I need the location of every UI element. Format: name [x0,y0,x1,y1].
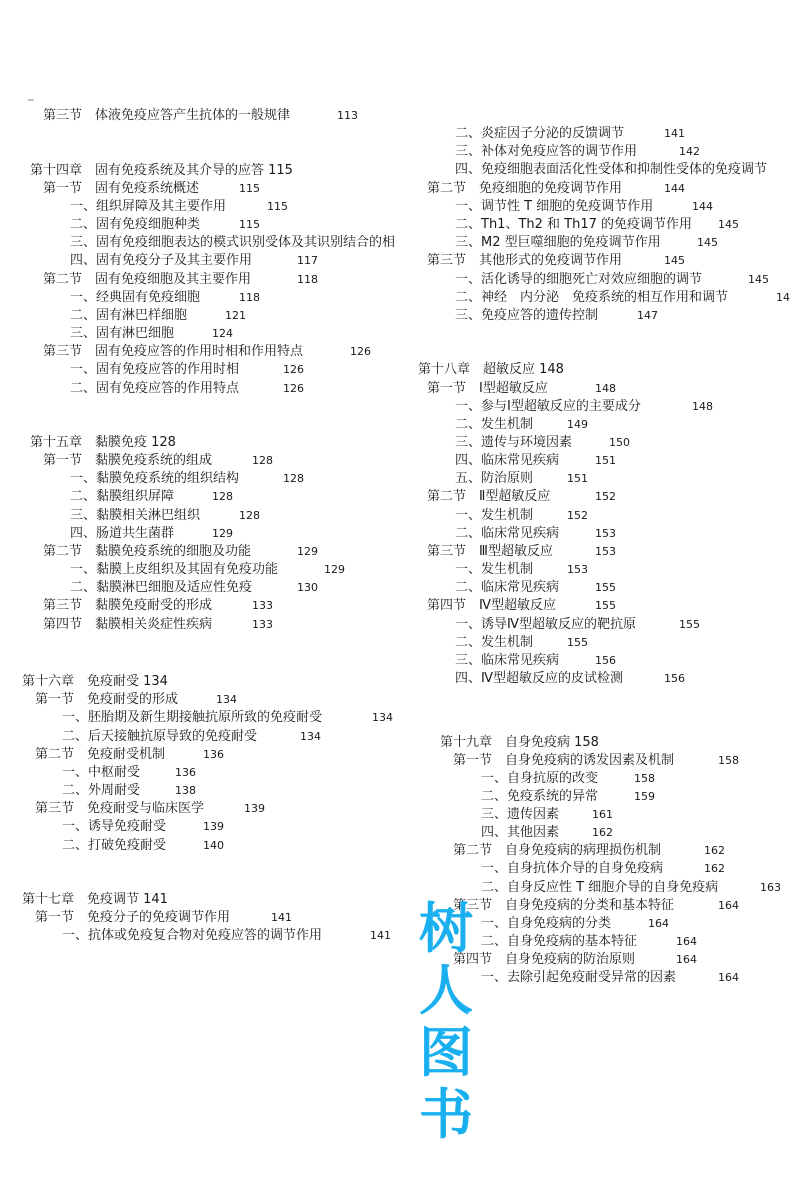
toc-entry [455,671,685,687]
toc-page-number: 133 [252,618,273,631]
toc-entry-title: 一、固有免疫应答的作用时相 [70,362,240,377]
toc-entry [22,674,168,690]
toc-page-number: 155 [595,599,616,612]
toc-entry-title: 四、肠道共生菌群 [70,526,175,541]
toc-entry [455,653,616,669]
toc-page-number: 136 [175,766,196,779]
toc-entry [43,544,318,560]
toc-page-number: 126 [283,382,304,395]
toc-page-number: 153 [595,545,616,558]
toc-entry [455,617,700,633]
toc-entry [455,580,616,596]
toc-entry-title: 四、免疫细胞表面活化性受体和抑制性受体的免疫调节 [455,162,768,177]
toc-page-number: 126 [283,363,304,376]
toc-entry-title: 二、发生机制 [455,635,534,650]
toc-entry-title: 二、后天接触抗原导致的免疫耐受 [62,729,258,744]
toc-page-number: 14 [776,291,790,304]
toc-page-number: 140 [203,839,224,852]
toc-page-number: 155 [595,581,616,594]
toc-page-number: 158 [718,754,739,767]
toc-entry [481,934,697,950]
toc-entry-title: 二、打破免疫耐受 [62,838,167,853]
toc-entry-title: 第一节 Ⅰ型超敏反应 [427,381,548,396]
toc-entry-title: 二、炎症因子分泌的反馈调节 [455,126,625,141]
toc-entry [62,838,224,854]
toc-page-number: 156 [595,654,616,667]
toc-entry-title: 二、临床常见疾病 [455,580,560,595]
toc-entry-title: 四、其他因素 [481,825,560,840]
toc-entry [481,861,725,877]
toc-entry-title: 一、黏膜免疫系统的组织结构 [70,471,240,486]
toc-page-number: 118 [297,273,318,286]
toc-entry [70,580,318,596]
toc-entry [43,181,260,197]
toc-entry-title: 三、M2 型巨噬细胞的免疫调节作用 [455,235,661,250]
toc-entry-title: 第十五章 黏膜免疫 128 [30,435,176,450]
toc-entry-title: 一、组织屏障及其主要作用 [70,199,227,214]
toc-page-number: 155 [567,636,588,649]
toc-entry [455,272,769,288]
toc-page-number: 156 [664,672,685,685]
watermark-char: 树 [419,897,473,960]
toc-entry [62,729,321,745]
toc-entry [70,326,233,342]
toc-entry-title: 一、发生机制 [455,562,534,577]
toc-entry [455,435,630,451]
toc-entry [70,253,318,269]
toc-entry [70,562,345,578]
toc-page-number: 129 [212,527,233,540]
toc-entry [70,217,260,233]
toc-entry-title: 三、补体对免疫应答的调节作用 [455,144,638,159]
toc-entry [427,253,685,269]
watermark-char: 书 [419,1083,473,1146]
toc-entry-title: 二、自身免疫病的基本特征 [481,934,638,949]
toc-page-number: 149 [567,418,588,431]
toc-entry [30,163,293,179]
toc-page-number: 161 [592,808,613,821]
toc-entry [455,471,588,487]
toc-entry [70,290,260,306]
toc-entry-title: 二、Th1、Th2 和 Th17 的免疫调节作用 [455,217,693,232]
toc-page-number: 138 [175,784,196,797]
toc-entry-title: 第三节 自身免疫病的分类和基本特征 [453,898,675,913]
toc-entry-title: 第十四章 固有免疫系统及其介导的应答 115 [30,163,293,178]
toc-page-number: 159 [634,790,655,803]
toc-page-number: 163 [760,881,781,894]
toc-page-number: 129 [297,545,318,558]
toc-entry [70,381,304,397]
toc-entry [418,362,564,378]
toc-page-number: 153 [595,527,616,540]
toc-entry-title: 一、参与Ⅰ型超敏反应的主要成分 [455,399,641,414]
toc-entry-title: 四、Ⅳ型超敏反应的皮试检测 [455,671,623,686]
toc-page-number: 164 [676,935,697,948]
toc-page-number: 162 [704,844,725,857]
toc-page-number: 147 [637,309,658,322]
toc-entry-title: 第四节 黏膜相关炎症性疾病 [43,617,213,632]
toc-entry [481,825,613,841]
toc-entry-title: 第三节 免疫耐受与临床医学 [35,801,205,816]
toc-entry-title: 第二节 自身免疫病的病理损伤机制 [453,843,662,858]
toc-entry-title: 二、免疫系统的异常 [481,789,599,804]
toc-entry-title: 四、临床常见疾病 [455,453,560,468]
toc-entry [62,783,196,799]
toc-entry [62,710,393,726]
watermark-char: 图 [419,1021,473,1084]
toc-entry-title: 第二节 免疫耐受机制 [35,747,166,762]
toc-entry [70,526,233,542]
toc-entry [440,735,599,751]
toc-entry [455,635,588,651]
toc-entry-title: 二、外周耐受 [62,783,141,798]
toc-entry-title: 一、自身免疫病的分类 [481,916,612,931]
toc-entry [70,235,395,251]
toc-page-number: 139 [244,802,265,815]
toc-entry-title: 二、黏膜淋巴细胞及适应性免疫 [70,580,253,595]
toc-entry [30,435,176,451]
toc-page-number: 148 [692,400,713,413]
toc-entry [453,952,697,968]
toc-page-number: 151 [567,472,588,485]
toc-entry-title: 一、自身抗体介导的自身免疫病 [481,861,664,876]
toc-entry [35,801,265,817]
toc-entry-title: 一、诱导Ⅳ型超敏反应的靶抗原 [455,617,636,632]
toc-entry [455,562,588,578]
toc-entry [481,807,613,823]
toc-entry [43,108,358,124]
toc-page-number: 152 [595,490,616,503]
toc-page-number: 152 [567,509,588,522]
toc-entry-title: 第一节 自身免疫病的诱发因素及机制 [453,753,675,768]
toc-entry-title: 二、固有免疫应答的作用特点 [70,381,240,396]
toc-entry-title: 一、胚胎期及新生期接触抗原所致的免疫耐受 [62,710,323,725]
toc-page-number: 115 [267,200,288,213]
toc-entry [62,928,391,944]
toc-entry [427,381,616,397]
toc-page-number: 136 [203,748,224,761]
toc-entry [481,970,739,986]
toc-page-number: 153 [567,563,588,576]
toc-page-number: 128 [283,472,304,485]
toc-entry [455,308,658,324]
toc-entry [455,290,790,306]
toc-page-number: 148 [595,382,616,395]
toc-page-number: 155 [679,618,700,631]
toc-entry [455,162,767,178]
toc-page-number: 164 [718,899,739,912]
toc-page-number: 145 [718,218,739,231]
toc-entry-title: 一、中枢耐受 [62,765,141,780]
toc-entry-title: 一、去除引起免疫耐受异常的因素 [481,970,677,985]
toc-page-number: 133 [252,599,273,612]
watermark-logo [416,898,476,1146]
toc-entry [22,892,168,908]
toc-entry [481,880,781,896]
toc-entry [455,199,713,215]
toc-page-number: 115 [239,218,260,231]
toc-entry-title: 第二节 Ⅱ型超敏反应 [427,489,551,504]
toc-entry-title: 第二节 黏膜免疫系统的细胞及功能 [43,544,252,559]
toc-entry-title: 第三节 Ⅲ型超敏反应 [427,544,553,559]
toc-entry-title: 第十八章 超敏反应 148 [418,362,564,377]
toc-entry-title: 二、黏膜组织屏障 [70,489,175,504]
toc-entry-title: 一、发生机制 [455,508,534,523]
toc-entry-title: 二、固有淋巴样细胞 [70,308,188,323]
toc-page-number: 158 [634,772,655,785]
toc-page-number: 121 [225,309,246,322]
toc-entry [455,508,588,524]
toc-page-number: 124 [212,327,233,340]
toc-page-number: 150 [609,436,630,449]
toc-entry [453,843,725,859]
toc-page-number: 139 [203,820,224,833]
toc-page-number: 134 [372,711,393,724]
toc-entry [43,272,318,288]
toc-entry [35,692,237,708]
toc-entry-title: 一、调节性 T 细胞的免疫调节作用 [455,199,654,214]
toc-entry-title: 三、遗传与环境因素 [455,435,573,450]
toc-entry-title: 第二节 固有免疫细胞及其主要作用 [43,272,252,287]
toc-page-number: 142 [679,145,700,158]
toc-entry-title: 第一节 免疫耐受的形成 [35,692,179,707]
toc-entry-title: 三、临床常见疾病 [455,653,560,668]
toc-entry [70,362,304,378]
toc-entry-title: 第一节 固有免疫系统概述 [43,181,200,196]
toc-entry [481,789,655,805]
toc-entry [453,898,739,914]
toc-page-number: 144 [664,182,685,195]
stray-mark: ~ [27,96,35,106]
toc-page-number: 141 [370,929,391,942]
toc-entry-title: 三、固有免疫细胞表达的模式识别受体及其识别结合的相 [70,235,396,250]
toc-entry-title: 第十六章 免疫耐受 134 [22,674,168,689]
toc-entry [70,508,260,524]
toc-page-number: 162 [592,826,613,839]
toc-entry [481,771,655,787]
toc-entry [455,144,700,160]
toc-entry [62,819,224,835]
toc-page-number: 144 [692,200,713,213]
toc-entry [455,217,739,233]
toc-page-number: 164 [648,917,669,930]
toc-entry-title: 二、神经 内分泌 免疫系统的相互作用和调节 [455,290,729,305]
toc-entry [455,235,718,251]
toc-page-number: 129 [324,563,345,576]
toc-entry [35,910,292,926]
toc-entry-title: 第一节 免疫分子的免疫调节作用 [35,910,231,925]
toc-entry-title: 一、活化诱导的细胞死亡对效应细胞的调节 [455,272,703,287]
toc-page-number: 134 [300,730,321,743]
toc-entry-title: 第三节 黏膜免疫耐受的形成 [43,598,213,613]
toc-entry-title: 第三节 固有免疫应答的作用时相和作用特点 [43,344,304,359]
toc-page-number: 128 [252,454,273,467]
toc-page-number: 117 [297,254,318,267]
toc-entry-title: 第一节 黏膜免疫系统的组成 [43,453,213,468]
toc-page-number: 162 [704,862,725,875]
toc-entry-title: 二、固有免疫细胞种类 [70,217,201,232]
toc-entry [455,526,616,542]
toc-page-number: 145 [748,273,769,286]
toc-page-number: 164 [676,953,697,966]
toc-entry-title: 第四节 自身免疫病的防治原则 [453,952,636,967]
toc-page-number: 145 [697,236,718,249]
toc-page-number: 128 [239,509,260,522]
toc-page-number: 151 [595,454,616,467]
toc-page-number: 141 [271,911,292,924]
toc-entry-title: 一、抗体或免疫复合物对免疫应答的调节作用 [62,928,323,943]
toc-entry-title: 三、免疫应答的遗传控制 [455,308,599,323]
toc-entry [427,181,685,197]
toc-entry [70,199,288,215]
toc-page-number: 128 [212,490,233,503]
toc-entry [35,747,224,763]
toc-entry-title: 第四节 Ⅳ型超敏反应 [427,598,556,613]
toc-entry [427,598,616,614]
toc-entry [453,753,739,769]
watermark-char: 人 [419,959,473,1022]
toc-entry-title: 二、自身反应性 T 细胞介导的自身免疫病 [481,880,719,895]
toc-entry-title: 第三节 其他形式的免疫调节作用 [427,253,623,268]
toc-entry-title: 三、遗传因素 [481,807,560,822]
toc-page-number: 130 [297,581,318,594]
toc-entry-title: 一、自身抗原的改变 [481,771,599,786]
toc-entry-title: 三、黏膜相关淋巴组织 [70,508,201,523]
toc-page-number: 134 [216,693,237,706]
toc-entry-title: 第二节 免疫细胞的免疫调节作用 [427,181,623,196]
toc-entry [455,453,616,469]
toc-page-number: 164 [718,971,739,984]
toc-page-number: 115 [239,182,260,195]
toc-entry-title: 一、诱导免疫耐受 [62,819,167,834]
toc-entry [70,471,304,487]
toc-entry [43,453,273,469]
toc-entry-title: 五、防治原则 [455,471,534,486]
toc-entry-title: 三、固有淋巴细胞 [70,326,175,341]
toc-page-number: 145 [664,254,685,267]
toc-entry [427,489,616,505]
toc-entry [70,489,233,505]
toc-entry-title: 一、黏膜上皮组织及其固有免疫功能 [70,562,279,577]
toc-entry [427,544,616,560]
toc-entry [70,308,246,324]
toc-entry-title: 第十九章 自身免疫病 158 [440,735,599,750]
toc-entry-title: 一、经典固有免疫细胞 [70,290,201,305]
toc-entry [455,126,685,142]
toc-page-number: 126 [350,345,371,358]
toc-entry [455,417,588,433]
toc-entry [62,765,196,781]
toc-entry [43,344,371,360]
toc-entry-title: 二、临床常见疾病 [455,526,560,541]
toc-entry-title: 第三节 体液免疫应答产生抗体的一般规律 [43,108,291,123]
toc-entry [43,617,273,633]
toc-entry [481,916,669,932]
toc-entry-title: 第十七章 免疫调节 141 [22,892,168,907]
toc-entry-title: 四、固有免疫分子及其主要作用 [70,253,253,268]
toc-entry [455,399,713,415]
toc-page-number: 141 [664,127,685,140]
toc-page-number: 113 [337,109,358,122]
toc-entry [43,598,273,614]
toc-entry-title: 二、发生机制 [455,417,534,432]
toc-page-number: 118 [239,291,260,304]
